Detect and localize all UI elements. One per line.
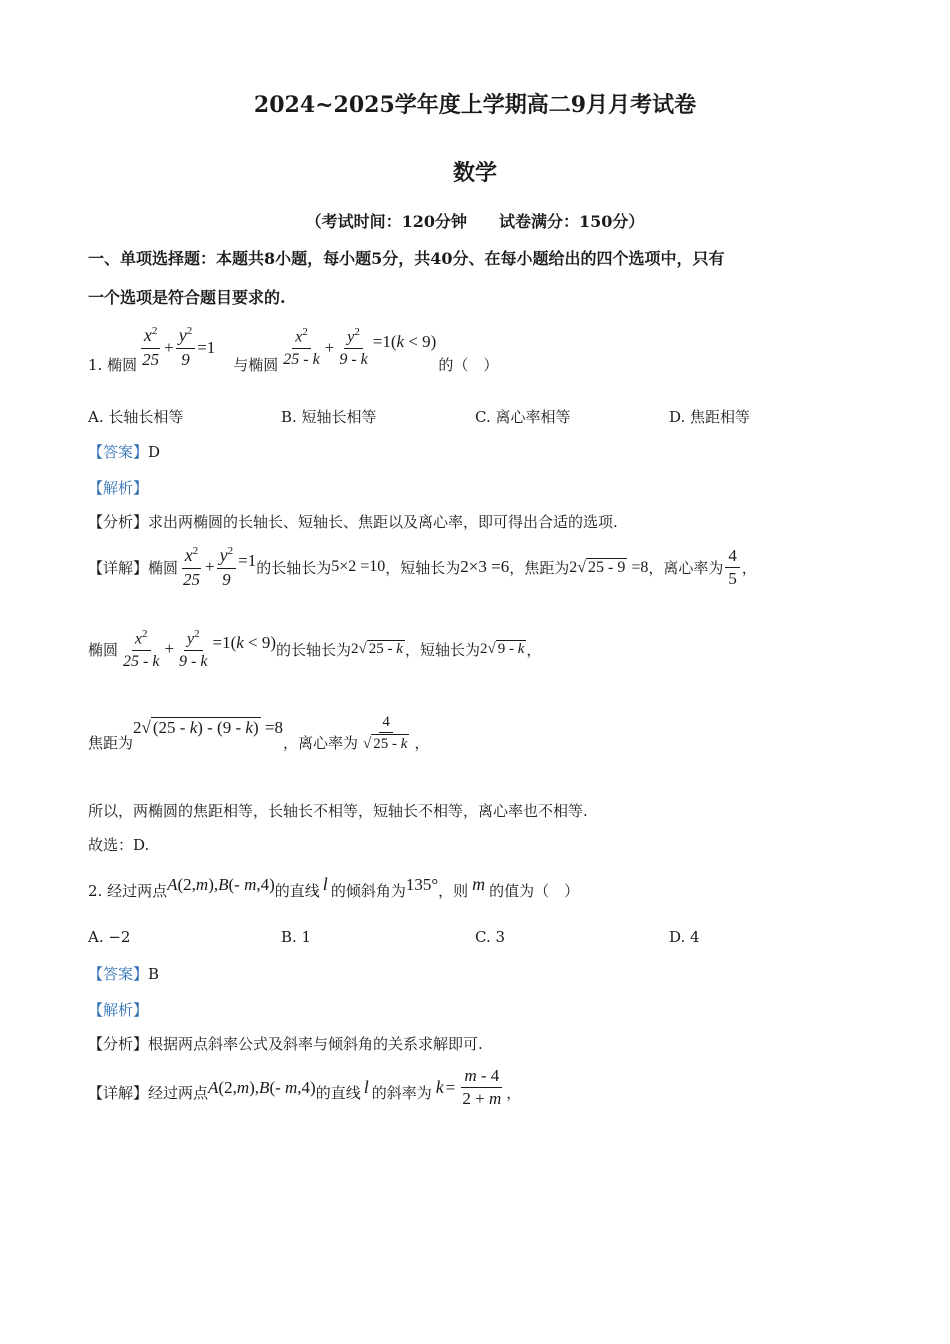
answer-value: D [148,443,161,461]
detail-label: 【详解】 [88,558,149,577]
answer-label: 【答案】 [88,965,149,983]
q1-option-c[interactable]: C. 离心率相等 [475,408,571,426]
q1-detail-line3: 焦距为 2√ (25 - k) - (9 - k) =8 ，离心率为 $\frac{4}{√ 25 - k}$ ， [88,713,430,752]
fenxi-text: 根据两点斜率公式及斜率与倾斜角的关系求解即可. [148,1035,483,1053]
q1-fenxi [88,511,618,532]
q2-detail: 【详解】 经过两点 A(2,m),B(- m,4) 的直线 l 的斜率为 k = $\frac{m - 4}{2 + m}$ ， [88,1066,522,1109]
q2-fenxi [88,1033,483,1054]
q1-choice: 故选：D. [88,836,150,854]
section-heading-line2: 一个选项是符合题目要求的. [88,288,286,307]
fenxi-label: 【分析】 [88,1035,149,1053]
q1-frac-x: $\frac{x^2}{25}$ [142,325,160,369]
q2-option-c[interactable]: C. 3 [475,928,506,946]
q1-option-a[interactable]: A. 长轴长相等 [88,408,184,426]
q1-prefix: 1. 椭圆 [88,356,138,374]
answer-value: B [148,965,160,983]
fenxi-label: 【分析】 [88,513,149,531]
q2-answer [88,963,159,984]
q1-conclusion: 所以，两椭圆的焦距相等，长轴长不相等，短轴长不相等，离心率也不相等. [88,802,588,820]
detail-frac-x: $\frac{x^2}{25}$ [183,545,201,589]
q1-option-d[interactable]: D. 焦距相等 [669,408,751,426]
fenxi-text: 求出两椭圆的长轴长、短轴长、焦距以及离心率，即可得出合适的选项. [148,513,618,531]
q2-option-d[interactable]: D. 4 [669,928,700,946]
q1-detail-line1: 【详解】 椭圆 $\frac{x^2}{25}$ + $\frac{y^2}{9}$ =1 的长轴长为 5×2 =10 ，短轴长为 2×3 =6 ，焦距为 2√ 25 - 9 =8 ，离心率为 $\frac{4}{5}$ ， [88,545,757,589]
subject-title: 数学 [452,160,497,186]
detail-frac-y: $\frac{y^2}{9}$ [217,545,237,590]
q1-option-b[interactable]: B. 短轴长相等 [281,408,377,426]
question-1: 1. 椭圆 $\frac{x^2}{25}$ + $\frac{y^2}{9}$ =1 与椭圆 $\frac{x^2}{25 - k}$ + $\frac{y^2}{9 - k}$ =1(k < 9) 的（ ） [88,325,499,374]
q1-detail-line2: 椭圆 $\frac{x^2}{25 - k}$ + $\frac{y^2}{9 - k}$ =1(k < 9) 的长轴长为 2√ 25 - k ，短轴长为 2√ 9 - k ， [88,628,542,670]
q1-frac-y: $\frac{y^2}{9}$ [176,325,196,370]
q1-suffix: 的（ ） [438,356,499,374]
section-heading-line1: 一、单项选择题：本题共8小题，每小题5分，共40分、在每小题给出的四个选项中，只有 [88,249,725,268]
q1-analysis-label: 【解析】 [88,479,149,497]
question-2: 2. 经过两点 A(2,m),B(- m,4) 的直线 l 的倾斜角为 135° ，则 m 的值为（ ） [88,874,580,900]
q1-answer [88,441,160,462]
q1-frac-y2: $\frac{y^2}{9 - k}$ [339,326,368,368]
q2-option-a[interactable]: A. −2 [88,928,131,946]
q2-option-b[interactable]: B. 1 [281,928,312,946]
ecc-frac-1: $\frac{4}{5}$ [725,546,740,590]
q2-analysis-label: 【解析】 [88,1001,149,1019]
q1-mid: 与椭圆 [233,356,279,374]
exam-title: 2024~2025学年度上学期高二9月月考试卷 [253,92,697,118]
q1-frac-x2: $\frac{x^2}{25 - k}$ [283,326,320,368]
answer-label: 【答案】 [88,443,149,461]
exam-info: （考试时间：120分钟 试卷满分：150分） [305,212,645,231]
